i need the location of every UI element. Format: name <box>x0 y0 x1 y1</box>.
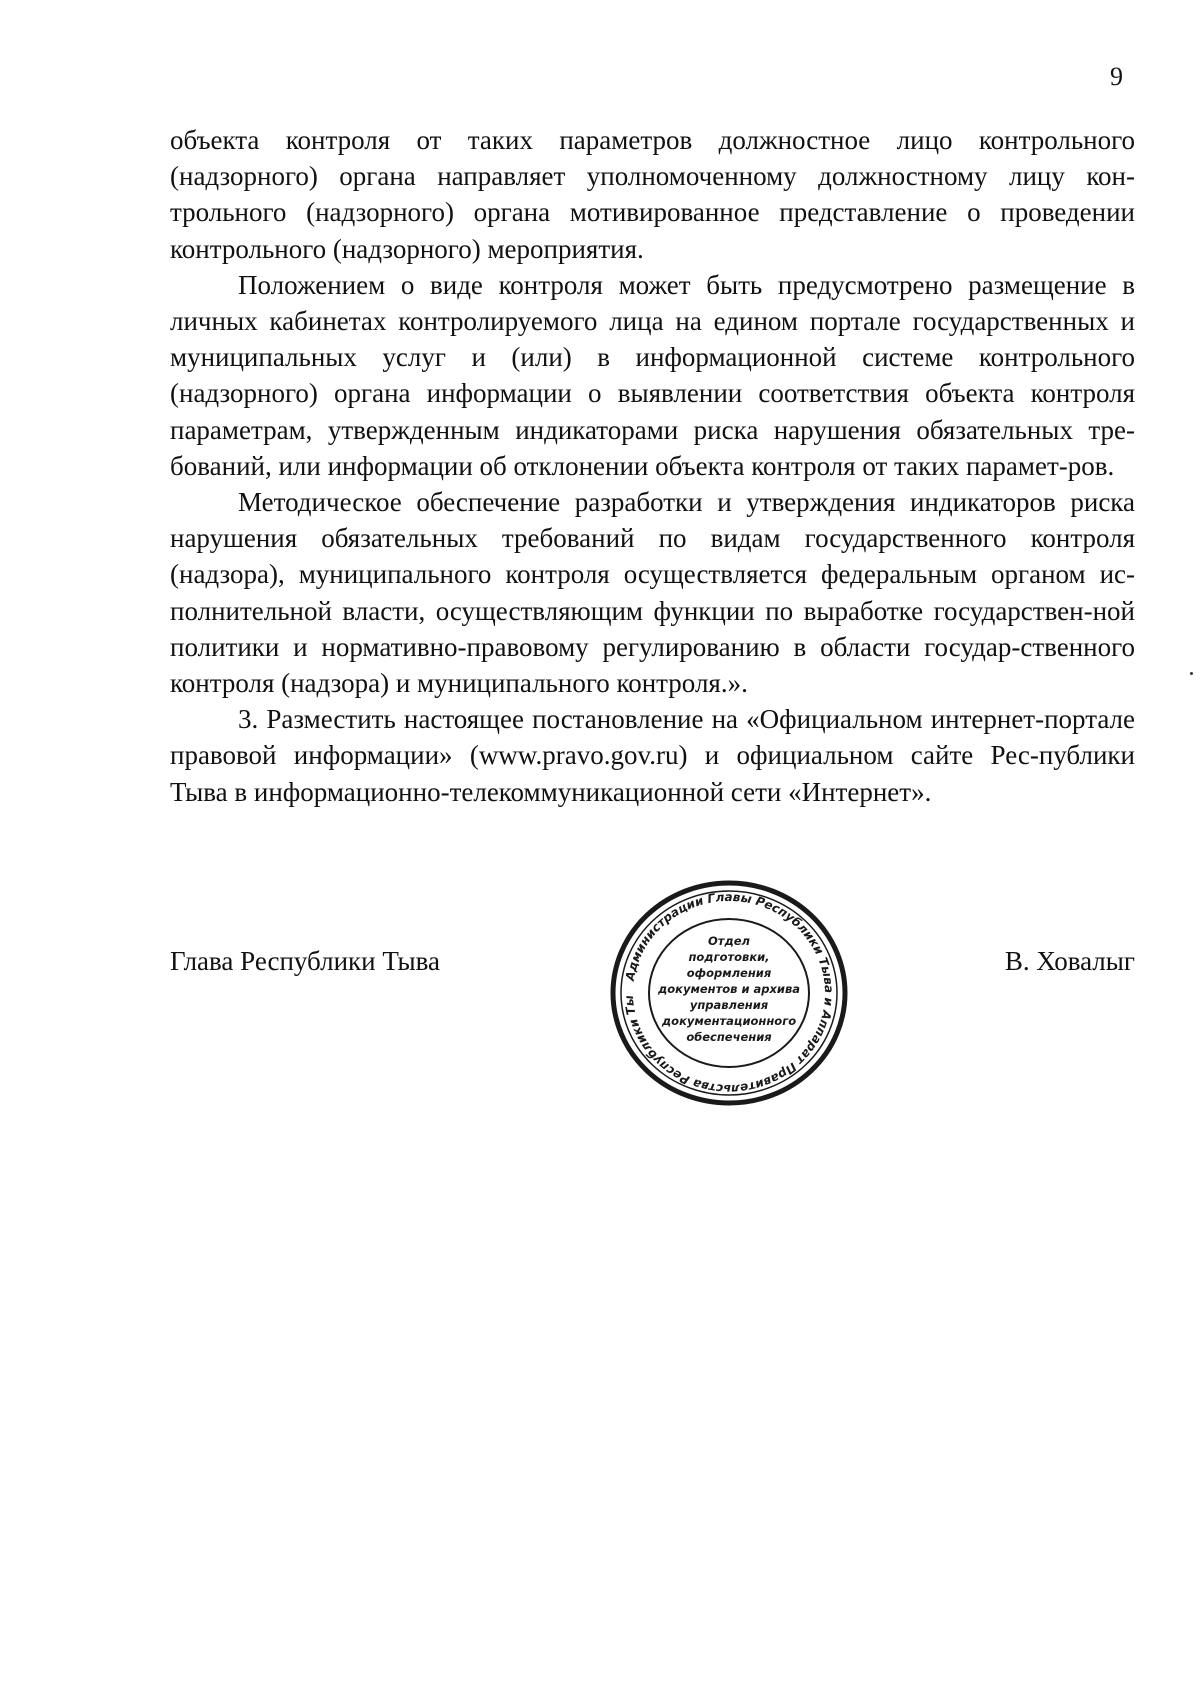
signatory-position: Глава Республики Тыва <box>170 946 441 976</box>
signatory-name: В. Ховалыг <box>1004 946 1135 976</box>
scan-speck <box>1190 672 1193 675</box>
paragraph-continuation: объекта контроля от таких параметров должностное лицо контрольного (надзорного) органа направляет уполномоченному должностному лицу кон-трольного (надзорного) органа мотивированное представление о проведении контрольного (надзорного) мероприятия. <box>170 125 1135 264</box>
paragraph-publication: 3. Разместить настоящее постановление на «Официальном интернет-портале правовой информации» (www.pravo.gov.ru) и официальном сайте Рес-публики Тыва в информационно-телекоммуникационной сети «Интернет». <box>170 704 1135 807</box>
seal-inner-line: документационного <box>661 1014 797 1028</box>
seal-inner-line: обеспечения <box>686 1030 772 1044</box>
seal-outer-ring-text: Администрации Главы Республики Тыва и Аппарат Правительства Республики Ты <box>621 889 837 1097</box>
seal-inner-line: управления <box>689 998 769 1012</box>
seal-inner-line: подготовки, <box>688 950 770 964</box>
official-seal-stamp <box>606 873 852 1113</box>
document-body <box>170 122 1135 810</box>
seal-inner-line: документов и архива <box>657 982 801 996</box>
seal-inner-line: Отдел <box>708 934 750 948</box>
seal-inner-line: оформления <box>686 966 772 980</box>
paragraph-methodical-support: Методическое обеспечение разработки и утверждения индикаторов риска нарушения обязательных требований по видам государственного контроля (надзора), муниципального контроля осуществляется федеральным органом ис-полнительной власти, осуществляющим функции по выработке государствен-ной политики и нормативно-правовому регулированию в области государ-ственного контроля (надзора) и муниципального контроля.». <box>170 487 1135 699</box>
seal-graphic <box>606 873 852 1113</box>
page-number: 9 <box>1110 62 1123 91</box>
paragraph-personal-cabinet: Положением о виде контроля может быть предусмотрено размещение в личных кабинетах контролируемого лица на едином портале государственных и муниципальных услуг и (или) в информационной системе контрольного (надзорного) органа информации о выявлении соответствия объекта контроля параметрам, утвержденным индикаторами риска нарушения обязательных тре-бований, или информации об отклонении объекта контроля от таких парамет-ров. <box>170 269 1135 481</box>
